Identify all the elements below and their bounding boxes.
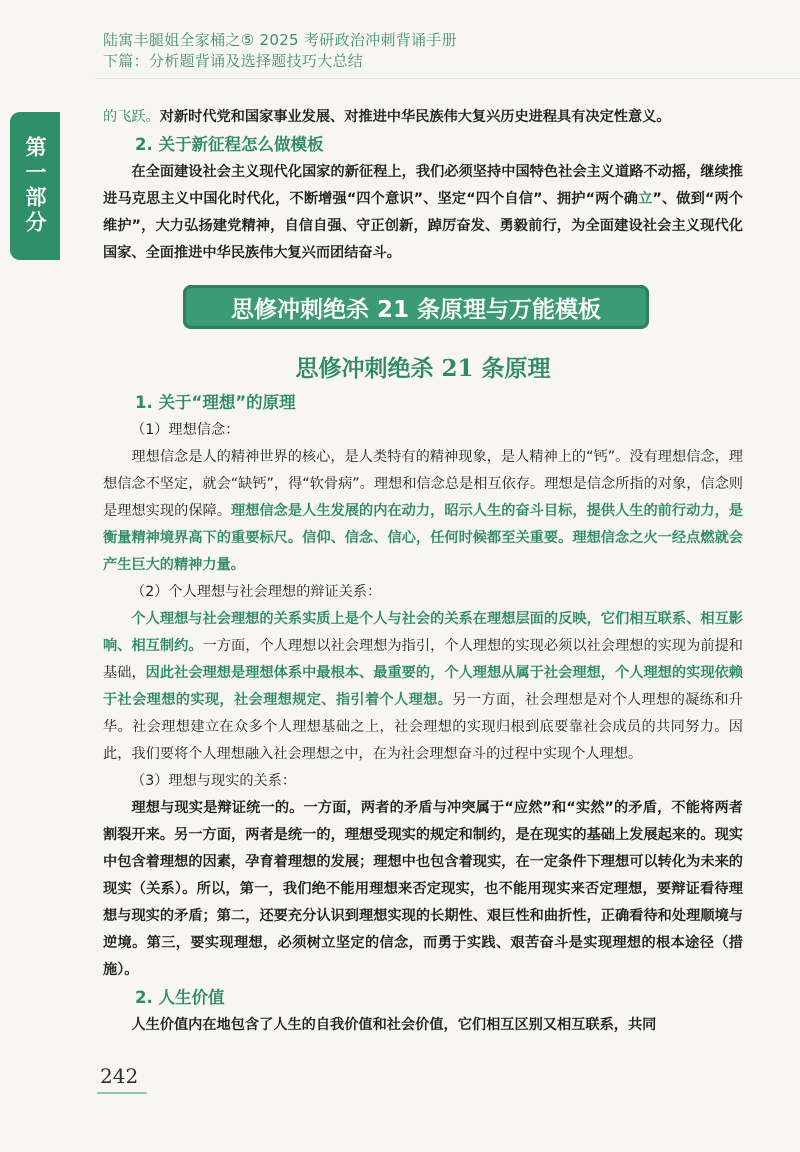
- paragraph-new-journey-emphasis: 立: [638, 191, 653, 207]
- subheading-ideal-belief: [131, 417, 743, 444]
- paragraph-ideal-belief-plain: 理想信念是人的精神世界的核心，是人类特有的精神现象，是人精神上的“钙”。没有理想信念，理想信念不坚定，就会“缺钙”，得“软骨病”。理想和信念总是相互依存。理想是信念所指的对象，信念则是理想实现的保障。: [103, 449, 743, 519]
- header-divider: [95, 78, 800, 79]
- header-book-title: 陆寓丰腿姐全家桶之⑤ 2025 考研政治冲刺背诵手册: [103, 31, 457, 49]
- section-banner: 思修冲刺绝杀 21 条原理与万能模板: [183, 285, 649, 329]
- paragraph-new-journey-part-a: 在全面建设社会主义现代化国家的新征程上，我们必须坚持中国特色社会主义道路不动摇，继续推进马克思主义中国化时代化，不断增强“四个意识”、坚定“四个自信”、拥护“两个确: [103, 164, 743, 207]
- paragraph-life-value: 人生价值内在地包含了人生的自我价值和社会价值，它们相互区别又相互联系，共同: [131, 1017, 657, 1033]
- subheading-personal-social-ideal: [131, 579, 743, 606]
- carryover-paragraph: [103, 104, 743, 131]
- paragraph-personal-social-plain-1: 一方面，个人理想以社会理想为指引，个人理想的实现必须以社会理想的实现为前提和基础，: [103, 638, 743, 681]
- heading-ideal-principle: 1. 关于“理想”的原理: [135, 393, 296, 412]
- heading-life-value: 2. 人生价值: [135, 988, 225, 1007]
- carryover-green-text: 的飞跃。: [103, 109, 160, 125]
- page-number: 242: [100, 1064, 139, 1088]
- subheading-ideal-belief-text: （1）理想信念：: [131, 422, 240, 438]
- page-number-underline: [97, 1092, 147, 1094]
- paragraph-ideal-belief: [103, 444, 743, 579]
- heading-new-journey-template: 2. 关于新征程怎么做模板: [135, 135, 324, 154]
- subheading-personal-social-ideal-text: （2）个人理想与社会理想的辩证关系：: [131, 584, 382, 600]
- paragraph-ideal-belief-green: 理想信念是人生发展的内在动力，昭示人生的奋斗目标，提供人生的前行动力，是衡量精神境界高下的重要标尺。信仰、信念、信心，任何时候都至关重要。理想信念之火一经点燃就会产生巨大的精神力量。: [103, 503, 743, 573]
- paragraph-new-journey: [103, 159, 743, 267]
- paragraph-personal-social-ideal: [103, 606, 743, 768]
- paragraph-ideal-reality: 理想与现实是辩证统一的。一方面，两者的矛盾与冲突属于“应然”和“实然”的矛盾，不能将两者割裂开来。另一方面，两者是统一的，理想受现实的规定和制约，是在现实的基础上发展起来的。现实中包含着理想的因素，孕育着理想的发展；理想中也包含着现实，在一定条件下理想可以转化为未来的现实（关系）。所以，第一，我们绝不能用理想来否定现实，也不能用现实来否定理想，要辩证看待理想与现实的矛盾；第二，还要充分认识到理想实现的长期性、艰巨性和曲折性，正确看待和处理顺境与逆境。第三，要实现理想，必须树立坚定的信念，而勇于实践、艰苦奋斗是实现理想的根本途径（措施）。: [103, 800, 743, 978]
- paragraph-personal-social-green-1: 个人理想与社会理想的关系实质上是个人与社会的关系在理想层面的反映，它们相互联系、相互影响、相互制约。: [103, 611, 743, 654]
- paragraph-personal-social-plain-2: 另一方面，社会理想是对个人理想的凝练和升华。社会理想建立在众多个人理想基础之上，社会理想的实现归根到底要靠社会成员的共同努力。因此，我们要将个人理想融入社会理想之中，在为社会理想奋斗的过程中实现个人理想。: [103, 692, 743, 762]
- header-section-title: 下篇：分析题背诵及选择题技巧大总结: [103, 52, 364, 70]
- paragraph-new-journey-part-b: ”、做到“两个维护”，大力弘扬建党精神，自信自强、守正创新，踔厉奋发、勇毅前行，为全面建设社会主义现代化国家、全面推进中华民族伟大复兴而团结奋斗。: [103, 191, 743, 261]
- carryover-bold-text: 对新时代党和国家事业发展、对推进中华民族伟大复兴历史进程具有决定性意义。: [159, 109, 671, 125]
- part-tab: 第一部分: [10, 112, 60, 260]
- running-header: [103, 30, 457, 72]
- subheading-ideal-reality-text: （3）理想与现实的关系：: [131, 773, 297, 789]
- section-banner-wrap: [103, 273, 743, 345]
- subheading-ideal-reality: [131, 768, 743, 795]
- paragraph-personal-social-green-2: 因此社会理想是理想体系中最根本、最重要的，个人理想从属于社会理想，个人理想的实现依赖于社会理想的实现，社会理想规定、指引着个人理想。: [103, 665, 743, 708]
- page-body: [103, 104, 743, 1039]
- section-title: 思修冲刺绝杀 21 条原理: [295, 355, 551, 382]
